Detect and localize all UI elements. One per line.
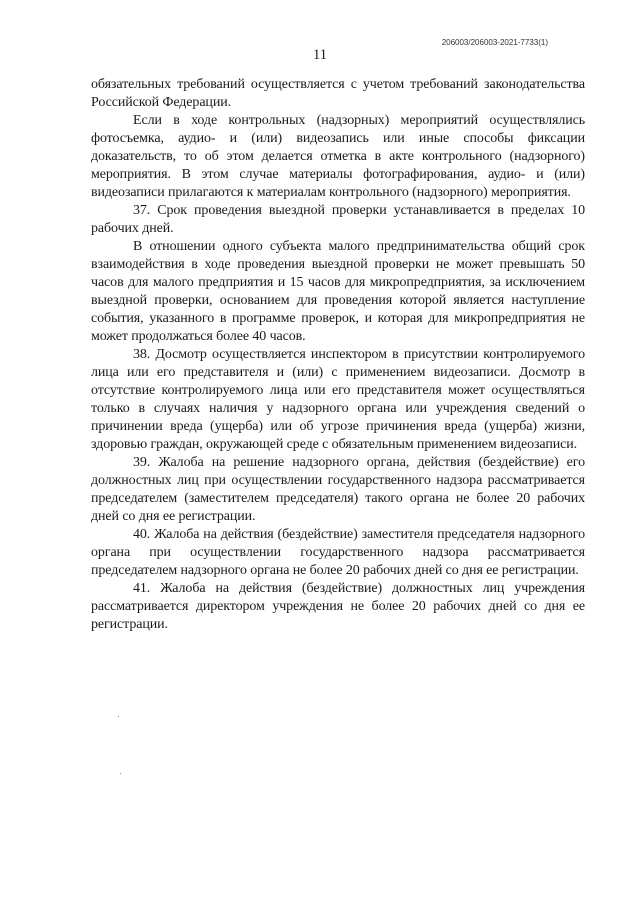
paragraph-37-inspection-term: 37. Срок проведения выездной проверки устанавливается в пределах 10 рабочих дней.	[91, 203, 585, 236]
paragraph-small-business-limit: В отношении одного субъекта малого предпринимательства общий срок взаимодействия в ходе проведения выездной проверки не может превышать 50 часов для малого предприятия и 15 часов для микропредприятия, за исключением выездной проверки, основанием для проведения которой является наступление события, указанного в программе проверок, и которая для микропредприятия не может продолжаться более 40 часов.	[91, 239, 585, 344]
paragraph-38-inspection-search: 38. Досмотр осуществляется инспектором в присутствии контролируемого лица или его представителя и (или) с применением видеозаписи. Досмотр в отсутствие контролируемого лица или его представителя может осуществляться только в случаях наличия у надзорного органа или учреждения сведений о причинении вреда (ущерба) или об угрозе причинения вреда (ущерба) жизни, здоровью граждан, окружающей среде с обязательным применением видеозаписи.	[91, 347, 585, 452]
paragraph-39-complaint-decision: 39. Жалоба на решение надзорного органа, действия (бездействие) его должностных лиц при осуществлении государственного надзора рассматривается председателем (заместителем председателя) такого органа не более 20 рабочих дней со дня ее регистрации.	[91, 455, 585, 524]
document-id: 206003/206003-2021-7733(1)	[441, 38, 548, 47]
scan-speck	[118, 716, 119, 717]
scan-speck	[120, 773, 121, 774]
paragraph-40-complaint-deputy: 40. Жалоба на действия (бездействие) заместителя председателя надзорного органа при осуществлении государственного надзора рассматривается председателем надзорного органа не более 20 рабочих дней со дня ее регистрации.	[91, 527, 585, 578]
paragraph-41-complaint-officials: 41. Жалоба на действия (бездействие) должностных лиц учреждения рассматривается директором учреждения не более 20 рабочих дней со дня ее регистрации.	[91, 581, 585, 632]
paragraph-continuation: обязательных требований осуществляется с учетом требований законодательства Российской Федерации.	[91, 77, 585, 110]
paragraph-photo-video-fixation: Если в ходе контрольных (надзорных) мероприятий осуществлялись фотосъемка, аудио- и (или) видеозапись или иные способы фиксации доказательств, то об этом делается отметка в акте контрольного (надзорного) мероприятия. В этом случае материалы фотографирования, аудио- и (или) видеозаписи прилагаются к материалам контрольного (надзорного) мероприятия.	[91, 113, 585, 200]
document-body	[91, 76, 585, 634]
page-number: 11	[313, 47, 327, 63]
